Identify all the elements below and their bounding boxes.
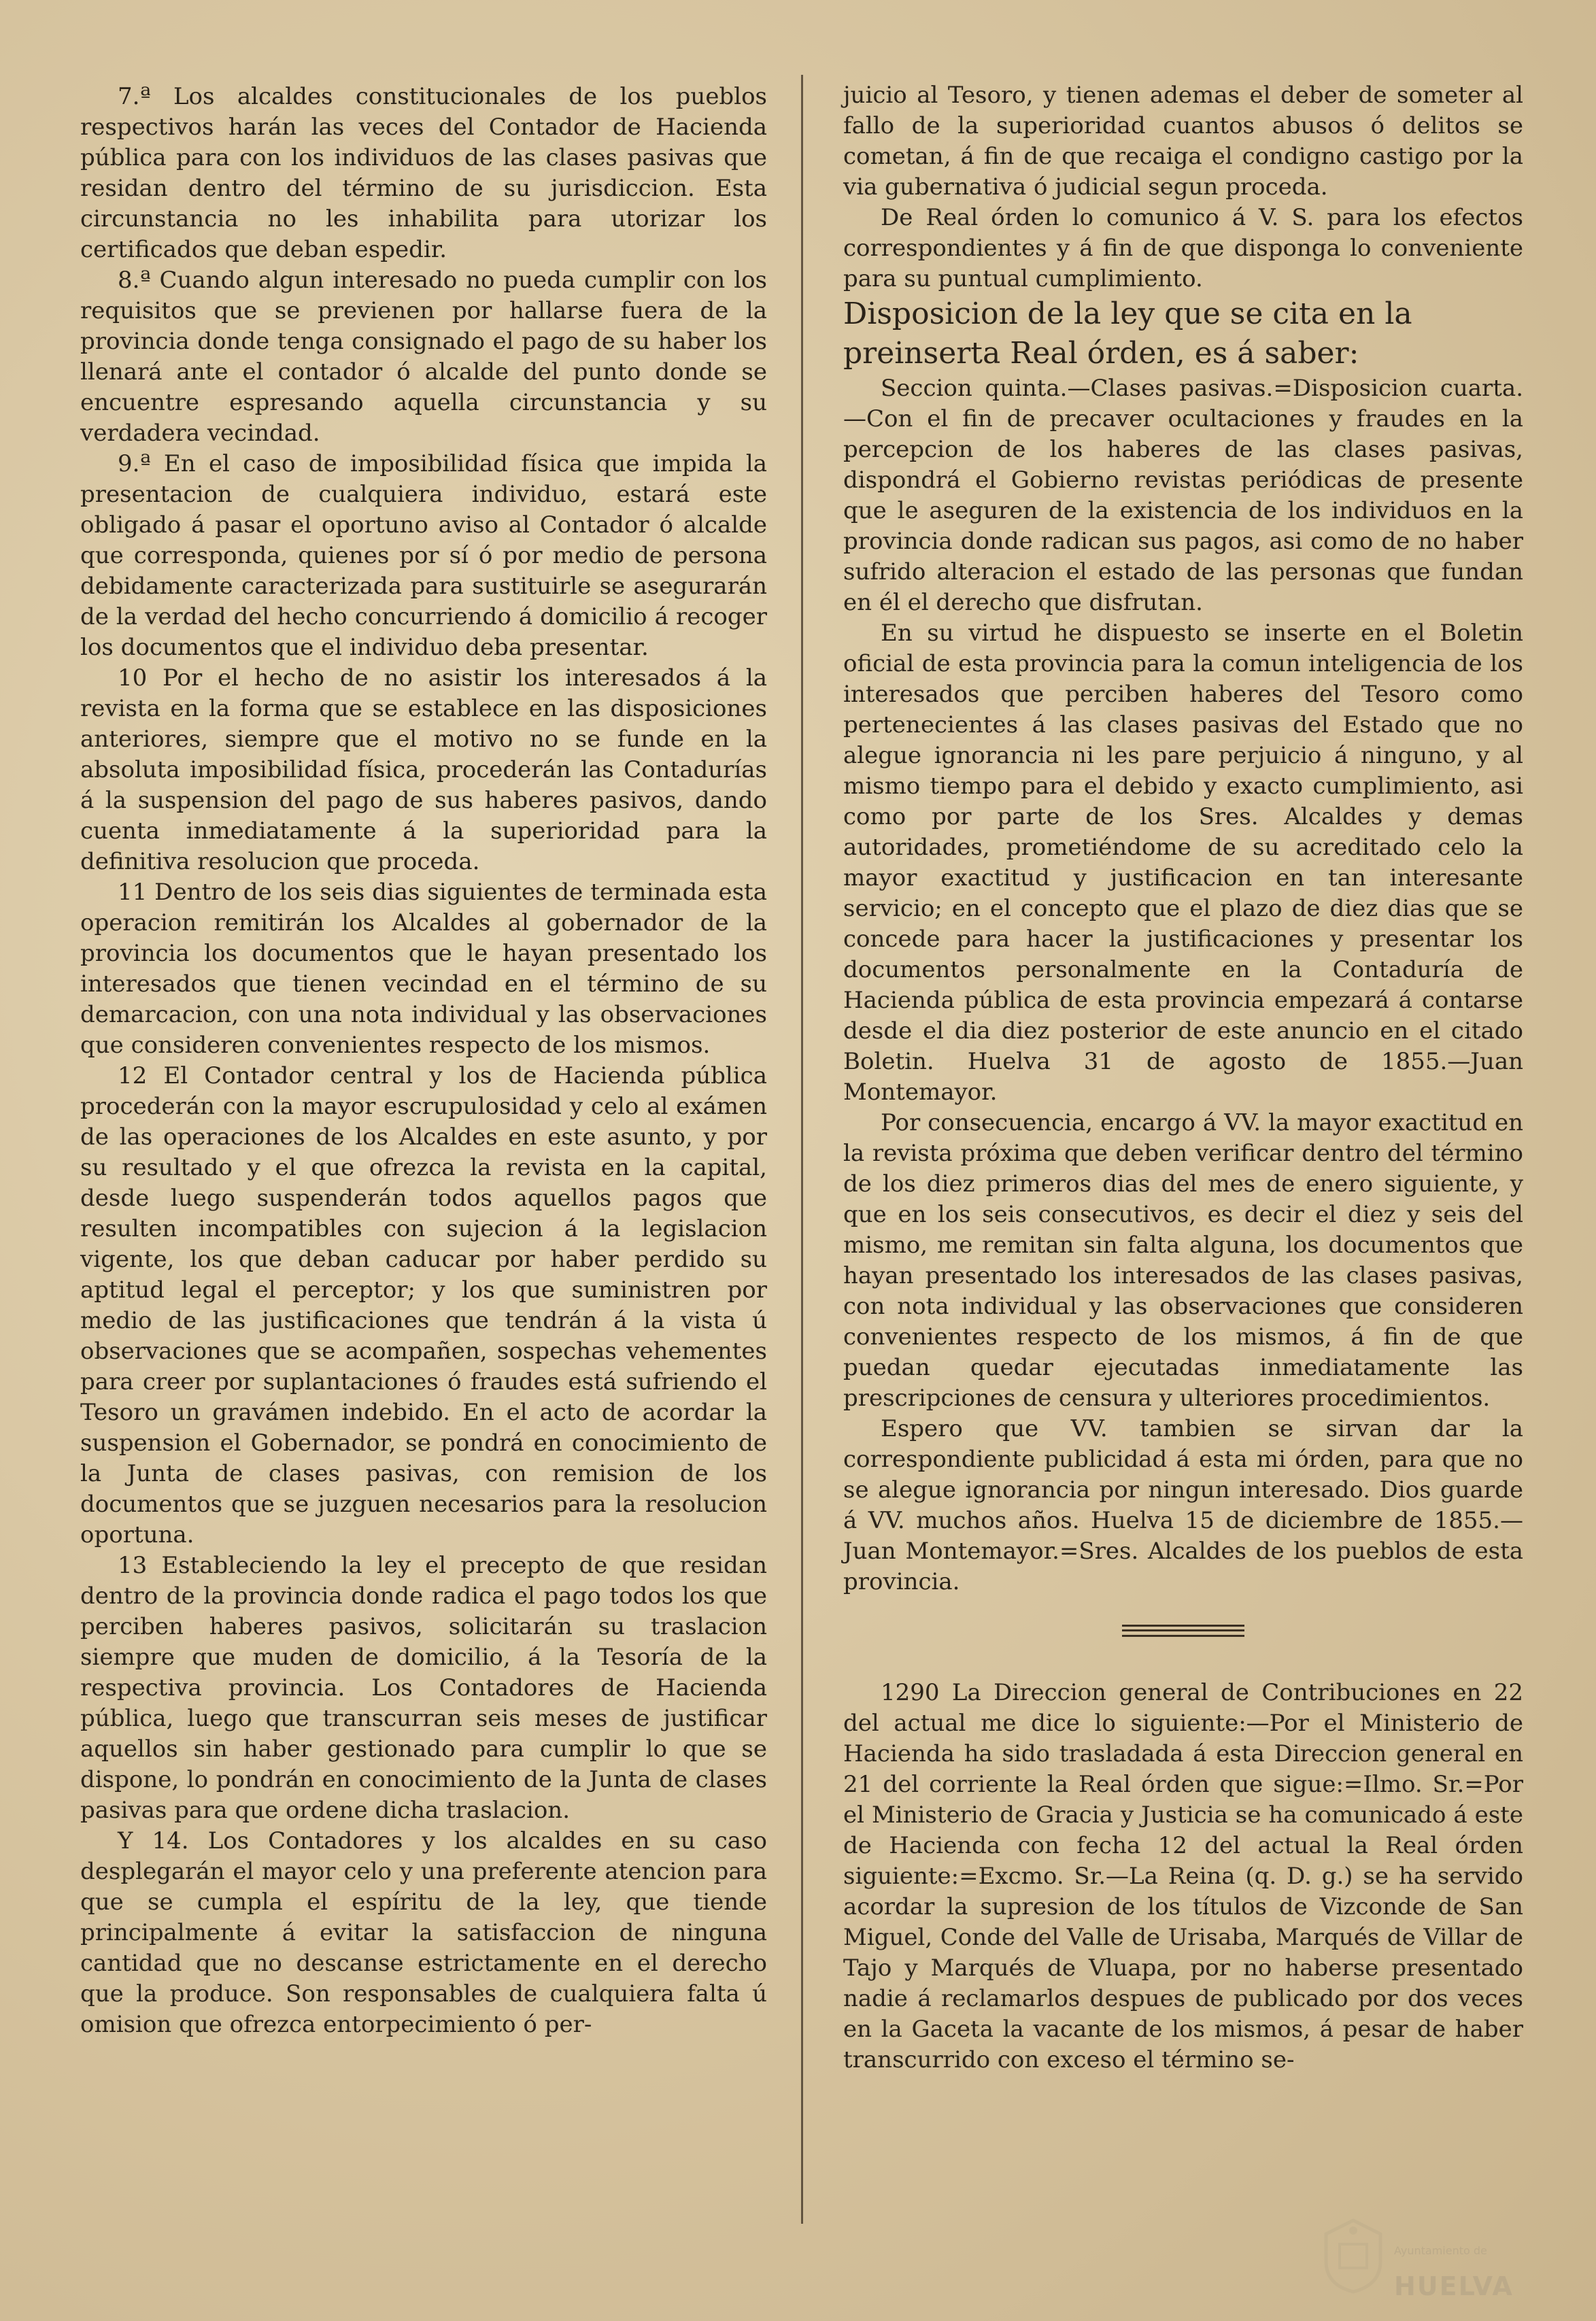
continuation-paragraph: juicio al Tesoro, y tienen ademas el deber de someter al fallo de la superioridad cuantos abusos ó delitos se cometan, á fin de que recaiga el condigno castigo por la via gubernativa ó judicial segun proceda. [843,82,1523,201]
article-7: 7.ª Los alcaldes constitucionales de los pueblos respectivos harán las veces del Contador de Hacienda pública para con los individuos de las clases pasivas que residan dentro del término de su jurisdiccion. Esta circunstancia no les inhabilita para utorizar los certificados que deban espedir. [80,83,767,263]
article-14: Y 14. Los Contadores y los alcaldes en su caso desplegarán el mayor celo y una preferente atencion para que se cumpla el espíritu de la ley, que tiende principalmente á evitar la satisfaccion de ninguna cantidad que no descanse estrictamente en el derecho que la produce. Son responsables de cualquiera falta ú omision que ofrezca entorpecimiento ó per- [80,1827,767,2038]
city-seal-icon [1316,2214,1391,2295]
article-10: 10 Por el hecho de no asistir los interesados á la revista en la forma que se establece en las disposiciones anteriores, siempre que el motivo no se funde en la absoluta imposibilidad física, procederán las Contadurías á la suspension del pago de sus haberes pasivos, dando cuenta inmediatamente á la superioridad para la definitiva resolucion que proceda. [80,664,767,875]
article-12: 12 El Contador central y los de Hacienda pública procederán con la mayor escrupulosidad y celo al exámen de las operaciones de los Alcaldes en este asunto, y por su resultado y el que ofrezca la revista en la capital, desde luego suspenderán todos aquellos pagos que resulten incompatibles con sujecion á la legislacion vigente, los que deban caducar por haber perdido su aptitud legal el perceptor; y los que suministren por medio de las justificaciones que tendrán á la vista ú observaciones que se acompañen, sospechas vehementes para creer por suplantaciones ó fraudes está sufriendo el Tesoro un gravámen indebido. En el acto de acordar la suspension el Gobernador, se pondrá en conocimiento de la Junta de clases pasivas, con remision de los documentos que se juzguen necesarios para la resolucion oportuna. [80,1062,767,1548]
article-9: 9.ª En el caso de imposibilidad física que impida la presentacion de cualquiera individuo, estará este obligado á pasar el oportuno aviso al Contador ó alcalde que corresponda, quienes por sí ó por medio de persona debidamente caracterizada para sustituirle se asegurarán de la verdad del hecho concurriendo á domicilio á recoger los documentos que el individuo deba presentar. [80,450,767,661]
right-column [843,80,1523,2076]
espero-paragraph: Espero que VV. tambien se sirvan dar la correspondiente publicidad á esta mi órden, para que no se alegue ignorancia por ningun interesado. Dios guarde á VV. muchos años. Huelva 15 de diciembre de 1855.—Juan Montemayor.=Sres. Alcaldes de los pueblos de esta provincia. [843,1415,1523,1595]
article-13: 13 Estableciendo la ley el precepto de que residan dentro de la provincia donde radica el pago todos los que perciben haberes pasivos, solicitarán su traslacion siempre que muden de domicilio, á la Tesoría de la respectiva provincia. Los Contadores de Hacienda pública, luego que transcurran seis meses de justificar aquellos sin haber gestionado para cumplir lo que se dispone, lo pondrán en conocimiento de la Junta de clases pasivas para que ordene dicha traslacion. [80,1552,767,1824]
article-11: 11 Dentro de los seis dias siguientes de terminada esta operacion remitirán los Alcaldes al gobernador de la provincia los documentos que le hayan presentado los interesados que tienen vecindad en el término de su demarcacion, con una nota individual y las observaciones que consideren convenientes respecto de los mismos. [80,879,767,1059]
section-divider [1122,1625,1244,1637]
royal-order-paragraph: De Real órden lo comunico á V. S. para los efectos correspondientes y á fin de que disponga lo conveniente para su puntual cumplimiento. [843,204,1523,292]
left-column [80,82,767,2040]
section-heading: Disposicion de la ley que se cita en la preinserta Real órden, es á saber: [843,297,1412,371]
watermark-label: HUELVA [1394,2271,1514,2301]
watermark-label-small: Ayuntamiento de [1394,2244,1487,2257]
column-divider [801,75,803,2224]
en-su-virtud-paragraph: En su virtud he dispuesto se inserte en el Boletin oficial de esta provincia para la comun inteligencia de los interesados que perciben haberes del Tesoro como pertenecientes á las clases pasivas del Estado que no alegue ignorancia ni les pare perjuicio á ninguno, y al mismo tiempo para el debido y exacto cumplimiento, asi como por parte de los Sres. Alcaldes y demas autoridades, prometiéndome de su acreditado celo la mayor exactitud y justificacion en tan interesante servicio; en el concepto que el plazo de diez dias que se concede para hacer la justificaciones y presentar los documentos personalmente en la Contaduría de Hacienda pública de esta provincia empezará á contarse desde el dia diez posterior de este anuncio en el citado Boletin. Huelva 31 de agosto de 1855.—Juan Montemayor. [843,620,1523,1106]
por-consecuencia-paragraph: Por consecuencia, encargo á VV. la mayor exactitud en la revista próxima que deben verificar dentro del término de los diez primeros dias del mes de enero siguiente, y que en los seis consecutivos, es decir el diez y seis del mismo, me remitan sin falta alguna, los documentos que hayan presentado los interesados de las clases pasivas, con nota individual y las observaciones que consideren convenientes respecto de los mismos, á fin de que puedan quedar ejecutadas inmediatamente las prescripciones de censura y ulteriores procedimientos. [843,1109,1523,1412]
article-8: 8.ª Cuando algun interesado no pueda cumplir con los requisitos que se previenen por hallarse fuera de la provincia donde tenga consignado el pago de su haber los llenará ante el contador ó alcalde del punto donde se encuentre espresando aquella circunstancia y su verdadera vecindad. [80,267,767,447]
notice-1290-paragraph: 1290 La Direccion general de Contribuciones en 22 del actual me dice lo siguiente:—Por el Ministerio de Hacienda ha sido trasladada á esta Direccion general en 21 del corriente la Real órden que sigue:=Ilmo. Sr.=Por el Ministerio de Gracia y Justicia se ha comunicado á este de Hacienda con fecha 12 del actual la Real órden siguiente:=Excmo. Sr.—La Reina (q. D. g.) se ha servido acordar la supresion de los títulos de Vizconde de San Miguel, Conde del Valle de Urisaba, Marqués de Villar de Tajo y Marqués de Vluapa, por no haberse presentado nadie á reclamarlos despues de publicado por dos veces en la Gaceta la vacante de los mismos, á pesar de haber transcurrido con exceso el término se- [843,1679,1523,2073]
seccion-quinta-paragraph: Seccion quinta.—Clases pasivas.=Disposicion cuarta.—Con el fin de precaver ocultaciones y fraudes en la percepcion de los haberes de las clases pasivas, dispondrá el Gobierno revistas periódicas de presente que le aseguren de la existencia de los individuos en la provincia donde radican sus pagos, asi como de no haber sufrido alteracion el estado de las personas que fundan en él el derecho que disfrutan. [843,375,1523,616]
